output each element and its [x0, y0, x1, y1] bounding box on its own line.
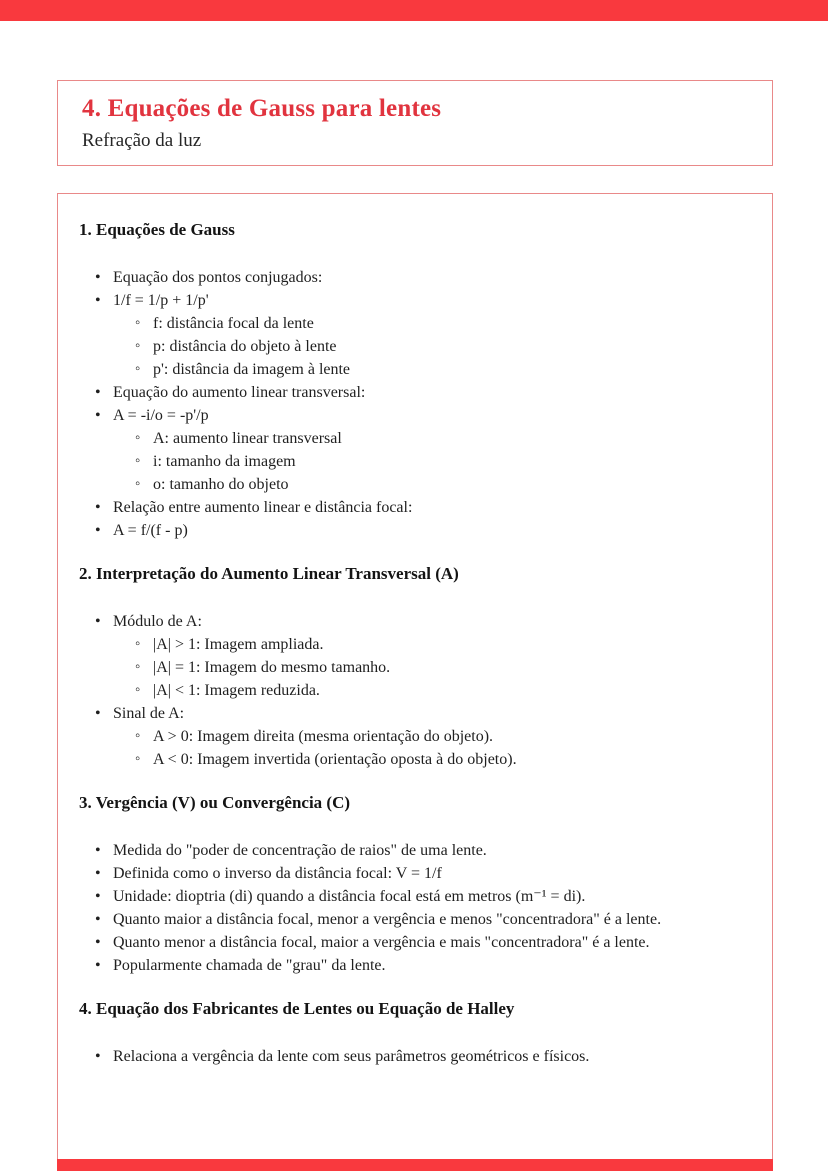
list-item	[79, 748, 750, 771]
list-item	[79, 931, 750, 954]
list-item-text: 1/f = 1/p + 1/p'	[113, 292, 209, 309]
bullet-icon: •	[95, 499, 101, 516]
content-card	[57, 193, 773, 1171]
list-item-text: o: tamanho do objeto	[153, 476, 289, 493]
list-item	[79, 473, 750, 496]
circle-icon: ◦	[135, 315, 141, 331]
list-item	[79, 656, 750, 679]
list-item-text: Medida do "poder de concentração de raios" de uma lente.	[113, 842, 487, 859]
list-item-text: Equação dos pontos conjugados:	[113, 269, 323, 286]
circle-icon: ◦	[135, 751, 141, 767]
bullet-list	[79, 839, 750, 977]
list-item-text: Unidade: dioptria (di) quando a distância focal está em metros (m⁻¹ = di).	[113, 888, 586, 905]
circle-icon: ◦	[135, 636, 141, 652]
list-item-text: A < 0: Imagem invertida (orientação oposta à do objeto).	[153, 751, 517, 768]
section-heading: 3. Vergência (V) ou Convergência (C)	[79, 793, 351, 812]
list-item	[79, 885, 750, 908]
bullet-list	[79, 266, 750, 542]
sections-container	[79, 220, 750, 1068]
list-item	[79, 862, 750, 885]
list-item	[79, 427, 750, 450]
list-item-text: A > 0: Imagem direita (mesma orientação do objeto).	[153, 728, 494, 745]
list-item-text: A = f/(f - p)	[113, 522, 188, 539]
bullet-icon: •	[95, 957, 101, 974]
page-subtitle: Refração da luz	[82, 130, 202, 151]
list-item	[79, 496, 750, 519]
list-item	[79, 702, 750, 725]
list-item-text: i: tamanho da imagem	[153, 453, 296, 470]
bullet-icon: •	[95, 292, 101, 309]
list-item	[79, 1045, 750, 1068]
list-item-text: p': distância da imagem à lente	[153, 361, 351, 378]
page-title: 4. Equações de Gauss para lentes	[82, 95, 442, 122]
bullet-icon: •	[95, 842, 101, 859]
list-item	[79, 839, 750, 862]
top-red-bar	[0, 0, 828, 21]
list-item-text: Equação do aumento linear transversal:	[113, 384, 366, 401]
list-item	[79, 679, 750, 702]
circle-icon: ◦	[135, 728, 141, 744]
list-item	[79, 404, 750, 427]
list-item	[79, 450, 750, 473]
bullet-icon: •	[95, 269, 101, 286]
bullet-icon: •	[95, 934, 101, 951]
list-item	[79, 725, 750, 748]
circle-icon: ◦	[135, 338, 141, 354]
bullet-icon: •	[95, 1048, 101, 1065]
list-item	[79, 519, 750, 542]
section-heading: 2. Interpretação do Aumento Linear Transversal (A)	[79, 564, 459, 583]
list-item	[79, 335, 750, 358]
bullet-icon: •	[95, 522, 101, 539]
list-item-text: Quanto maior a distância focal, menor a vergência e menos "concentradora" é a lente.	[113, 911, 662, 928]
list-item	[79, 289, 750, 312]
circle-icon: ◦	[135, 659, 141, 675]
list-item	[79, 633, 750, 656]
circle-icon: ◦	[135, 476, 141, 492]
list-item-text: |A| > 1: Imagem ampliada.	[153, 636, 324, 653]
bullet-icon: •	[95, 705, 101, 722]
list-item-text: A = -i/o = -p'/p	[113, 407, 209, 424]
list-item-text: |A| < 1: Imagem reduzida.	[153, 682, 320, 699]
bullet-list	[79, 610, 750, 771]
list-item-text: Relação entre aumento linear e distância focal:	[113, 499, 413, 516]
list-item-text: Quanto menor a distância focal, maior a vergência e mais "concentradora" é a lente.	[113, 934, 650, 951]
bullet-icon: •	[95, 384, 101, 401]
bullet-icon: •	[95, 613, 101, 630]
bullet-icon: •	[95, 407, 101, 424]
list-item-text: Relaciona a vergência da lente com seus parâmetros geométricos e físicos.	[113, 1048, 590, 1065]
section-heading: 1. Equações de Gauss	[79, 220, 235, 239]
list-item-text: f: distância focal da lente	[153, 315, 314, 332]
list-item	[79, 358, 750, 381]
circle-icon: ◦	[135, 682, 141, 698]
list-item-text: p: distância do objeto à lente	[153, 338, 337, 355]
bullet-icon: •	[95, 865, 101, 882]
list-item-text: |A| = 1: Imagem do mesmo tamanho.	[153, 659, 391, 676]
bullet-icon: •	[95, 888, 101, 905]
list-item-text: A: aumento linear transversal	[153, 430, 342, 447]
bottom-red-bar	[57, 1159, 773, 1171]
list-item	[79, 610, 750, 633]
header-card	[57, 80, 773, 166]
circle-icon: ◦	[135, 453, 141, 469]
list-item-text: Popularmente chamada de "grau" da lente.	[113, 957, 386, 974]
list-item	[79, 381, 750, 404]
circle-icon: ◦	[135, 361, 141, 377]
list-item	[79, 908, 750, 931]
section-heading: 4. Equação dos Fabricantes de Lentes ou Equação de Halley	[79, 999, 515, 1018]
list-item-text: Sinal de A:	[113, 705, 185, 722]
list-item	[79, 266, 750, 289]
bullet-list	[79, 1045, 750, 1068]
list-item	[79, 312, 750, 335]
list-item-text: Definida como o inverso da distância focal: V = 1/f	[113, 865, 442, 882]
list-item-text: Módulo de A:	[113, 613, 202, 630]
bullet-icon: •	[95, 911, 101, 928]
circle-icon: ◦	[135, 430, 141, 446]
list-item	[79, 954, 750, 977]
